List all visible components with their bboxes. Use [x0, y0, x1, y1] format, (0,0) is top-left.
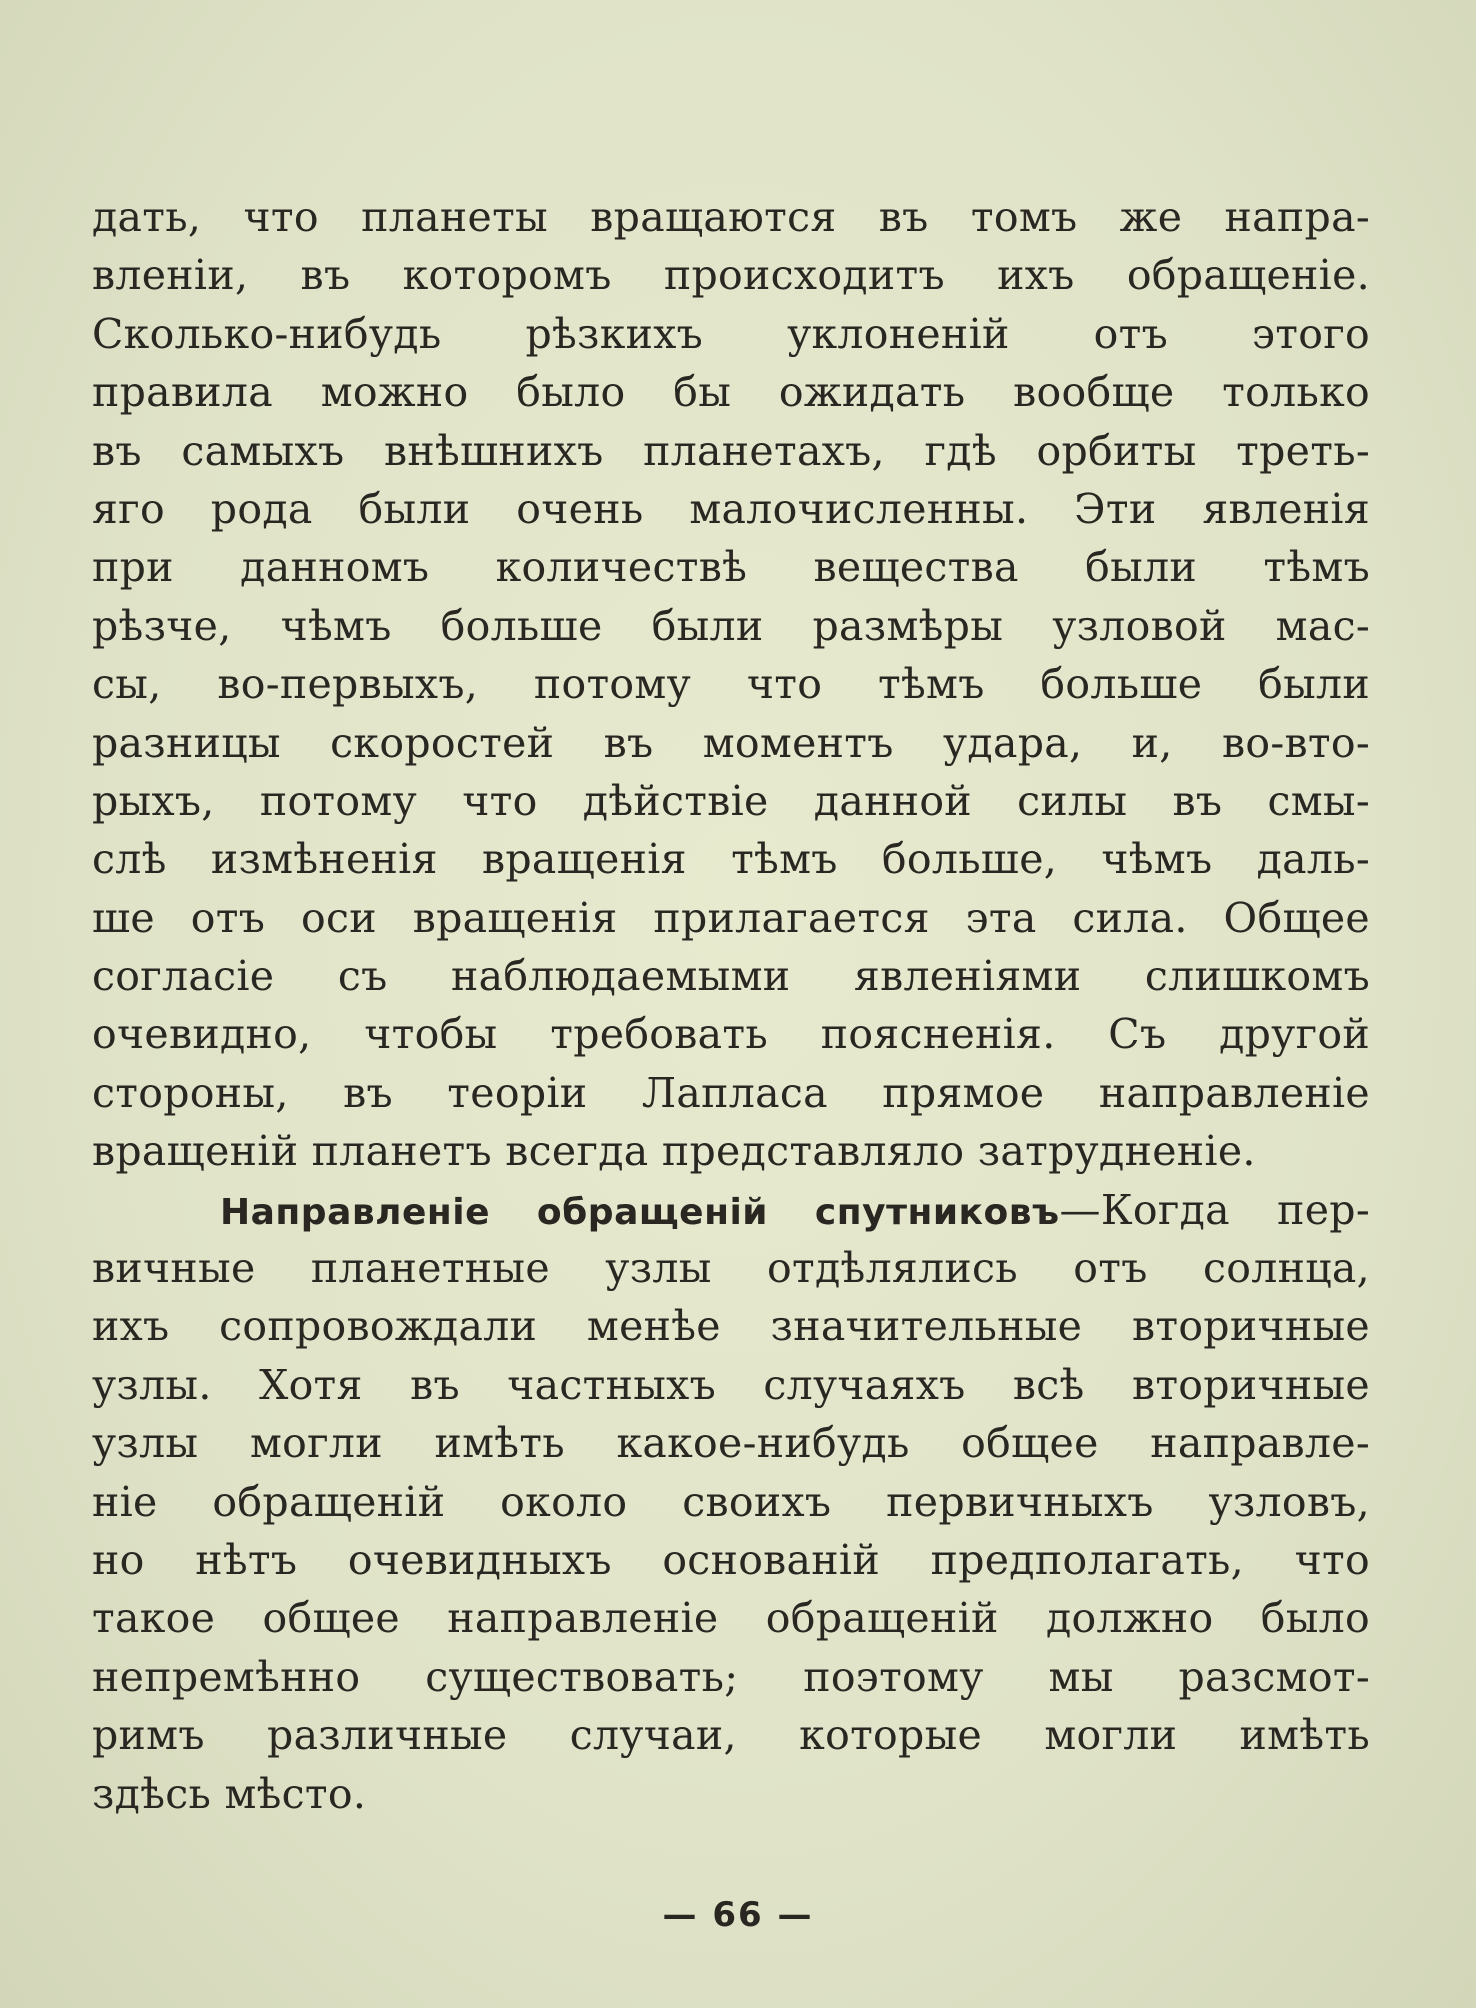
text-line: узлы. Хотя въ частныхъ случаяхъ всѣ вторичные — [92, 1360, 1370, 1409]
text-line: дать, что планеты вращаются въ томъ же напра- — [92, 193, 1370, 241]
text-line: слѣ измѣненія вращенія тѣмъ больше, чѣмъ даль- — [92, 835, 1370, 884]
text-line: вичные планетные узлы отдѣлялись отъ солнца, — [92, 1244, 1370, 1293]
text-line: очевидно, чтобы требовать поясненія. Съ другой — [92, 1010, 1370, 1059]
section-heading: Направленіе обращеній спутниковъ — [220, 1191, 1060, 1233]
heading-continuation: —Когда пер- — [1059, 1185, 1371, 1234]
text-line: яго рода были очень малочисленны. Эти явленія — [92, 484, 1370, 533]
text-line: сы, во-первыхъ, потому что тѣмъ больше были — [92, 660, 1370, 709]
text-line: непремѣнно существовать; поэтому мы разсмот- — [92, 1652, 1370, 1701]
text-line: рыхъ, потому что дѣйствіе данной силы въ смы- — [92, 776, 1370, 825]
text-line: вленіи, въ которомъ происходитъ ихъ обращеніе. — [92, 251, 1370, 300]
body-text — [92, 188, 1370, 1823]
text-line: здѣсь мѣсто. — [92, 1769, 367, 1818]
text-line: ихъ сопровождали менѣе значительные вторичные — [92, 1302, 1370, 1351]
text-line: римъ различные случаи, которые могли имѣть — [92, 1711, 1370, 1760]
text-line: въ самыхъ внѣшнихъ планетахъ, гдѣ орбиты треть- — [92, 426, 1370, 475]
text-line: стороны, въ теоріи Лапласа прямое направленіе — [92, 1068, 1370, 1117]
text-line: при данномъ количествѣ вещества были тѣмъ — [92, 543, 1370, 592]
text-line: согласіе съ наблюдаемыми явленіями слишкомъ — [92, 952, 1370, 1001]
text-line: ніе обращеній около своихъ первичныхъ узловъ, — [92, 1477, 1370, 1526]
text-line: узлы могли имѣть какое-нибудь общее направле- — [92, 1419, 1370, 1468]
text-line: вращеній планетъ всегда представляло затрудненіе. — [92, 1127, 1256, 1176]
text-line: правила можно было бы ожидать вообще только — [92, 368, 1370, 417]
text-line: разницы скоростей въ моментъ удара, и, во-вто- — [92, 718, 1370, 767]
text-line: но нѣтъ очевидныхъ основаній предполагать, что — [92, 1535, 1370, 1584]
text-line: рѣзче, чѣмъ больше были размѣры узловой мас- — [92, 601, 1370, 650]
text-line: такое общее направленіе обращеній должно было — [92, 1594, 1370, 1643]
page-number: — 66 — — [662, 1895, 814, 1935]
section-heading-line — [92, 1181, 1370, 1239]
text-line: Сколько-нибудь рѣзкихъ уклоненій отъ этого — [92, 309, 1370, 358]
text-line: ше отъ оси вращенія прилагается эта сила. Общее — [92, 893, 1370, 942]
